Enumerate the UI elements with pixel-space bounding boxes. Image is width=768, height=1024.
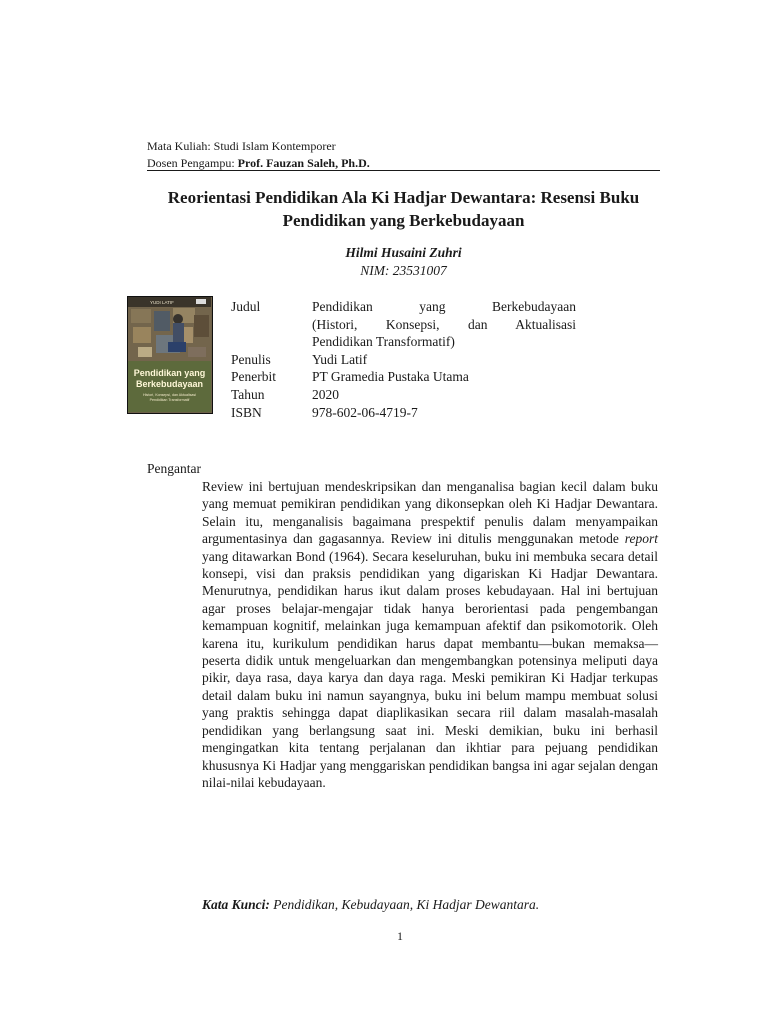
intro-italic-word: report bbox=[624, 531, 658, 547]
keywords-text: Pendidikan, Kebudayaan, Ki Hadjar Dewantara. bbox=[269, 897, 540, 912]
penerbit-label: Penerbit bbox=[231, 369, 276, 385]
intro-text-part1: Review ini bertujuan mendeskripsikan dan menganalisa bagian kecil dalam buku yang memuat pemikiran pendidikan yang dikonsepkan oleh Ki Hadjar Dewantara. Selain itu, menganalisis bagaimana prespektif penulis dalam menyampaikan argumentasinya dan gagasannya. Review ini ditulis menggunakan metode bbox=[202, 479, 658, 547]
author-name: Hilmi Husaini Zuhri bbox=[345, 245, 462, 260]
course-header bbox=[147, 138, 660, 172]
isbn-label: ISBN bbox=[231, 404, 262, 420]
page-number: 1 bbox=[397, 929, 403, 943]
cover-title-line1: Pendidikan yang bbox=[133, 368, 206, 378]
judul-line: Pendidikan Transformatif) bbox=[312, 334, 455, 350]
isbn-value: 978-602-06-4719-7 bbox=[312, 404, 418, 420]
course-name: Studi Islam Kontemporer bbox=[213, 139, 336, 153]
lecturer-name: Prof. Fauzan Saleh, Ph.D. bbox=[237, 156, 370, 170]
book-info-table bbox=[231, 298, 576, 421]
keywords-label: Kata Kunci: bbox=[202, 897, 270, 912]
book-info-penulis bbox=[231, 351, 576, 369]
cover-subtitle-line2: Pendidikan Transformatif bbox=[149, 398, 190, 402]
judul-line: Pendidikan yang Berkebudayaan bbox=[312, 299, 576, 314]
keywords-line bbox=[202, 896, 658, 914]
header-divider bbox=[147, 170, 660, 171]
intro-heading: Pengantar bbox=[147, 461, 201, 476]
penerbit-value: PT Gramedia Pustaka Utama bbox=[312, 369, 469, 385]
author-nim: NIM: 23531007 bbox=[360, 263, 447, 278]
judul-value bbox=[312, 298, 576, 351]
course-line bbox=[147, 138, 660, 155]
penulis-label: Penulis bbox=[231, 351, 271, 367]
intro-paragraph bbox=[202, 478, 658, 791]
judul-label: Judul bbox=[231, 299, 261, 314]
tahun-value: 2020 bbox=[312, 386, 339, 402]
book-info-isbn bbox=[231, 404, 576, 422]
cover-subtitle-line1: Histori, Konsepsi, dan Aktualisasi bbox=[143, 393, 196, 397]
cover-title-line2: Berkebudayaan bbox=[135, 379, 204, 389]
intro-text-part2: yang ditawarkan Bond (1964). Secara keseluruhan, buku ini membuka secara detail konsepi, visi dan praksis pendidikan yang digariskan Ki Hadjar Dewantara. Menurutnya, pendidikan harus ikut dalam proses kebudayaan. Hal ini bertujuan agar proses belajar-mengajar tidak hanya berorientasi pada pengembangan kemampuan kognitif, melainkan juga kemampuan afektif dan psikomotorik. Oleh karena itu, kurikulum pendidikan harus dapat membantu—bukan memaksa—peserta didik untuk mengeluarkan dan mengembangkan potensinya meliputi daya pikir, daya rasa, daya karya dan daya raga. Meski pemikiran Ki Hadjar terkupas detail dalam buku ini namun sayangnya, buku ini belum mampu membuat solusi yang praktis sehingga dapat diaplikasikan secara riil dalam masalah-masalah pendidikan yang berlangsung saat ini. Meski demikian, buku ini berhasil mengingatkan kita tentang perjalanan dan ikhtiar para pejuang pendidikan khususnya Ki Hadjar yang menggariskan pendidikan bangsa ini agar sejalan dengan nilai-nilai kebudayaan. bbox=[202, 548, 658, 790]
course-label: Mata Kuliah: bbox=[147, 139, 214, 153]
cover-author-text: YUDI LATIF bbox=[150, 300, 174, 305]
book-info-judul bbox=[231, 298, 576, 351]
document-title: Reorientasi Pendidikan Ala Ki Hadjar Dewantara: Resensi Buku Pendidikan yang Berkebudayaan bbox=[167, 188, 640, 230]
book-info-penerbit bbox=[231, 368, 576, 386]
book-info-tahun bbox=[231, 386, 576, 404]
tahun-label: Tahun bbox=[231, 386, 265, 402]
book-cover-image bbox=[127, 296, 213, 414]
penulis-value: Yudi Latif bbox=[312, 351, 368, 367]
judul-line: (Histori, Konsepsi, dan Aktualisasi bbox=[312, 316, 576, 332]
lecturer-label: Dosen Pengampu: bbox=[147, 156, 238, 170]
